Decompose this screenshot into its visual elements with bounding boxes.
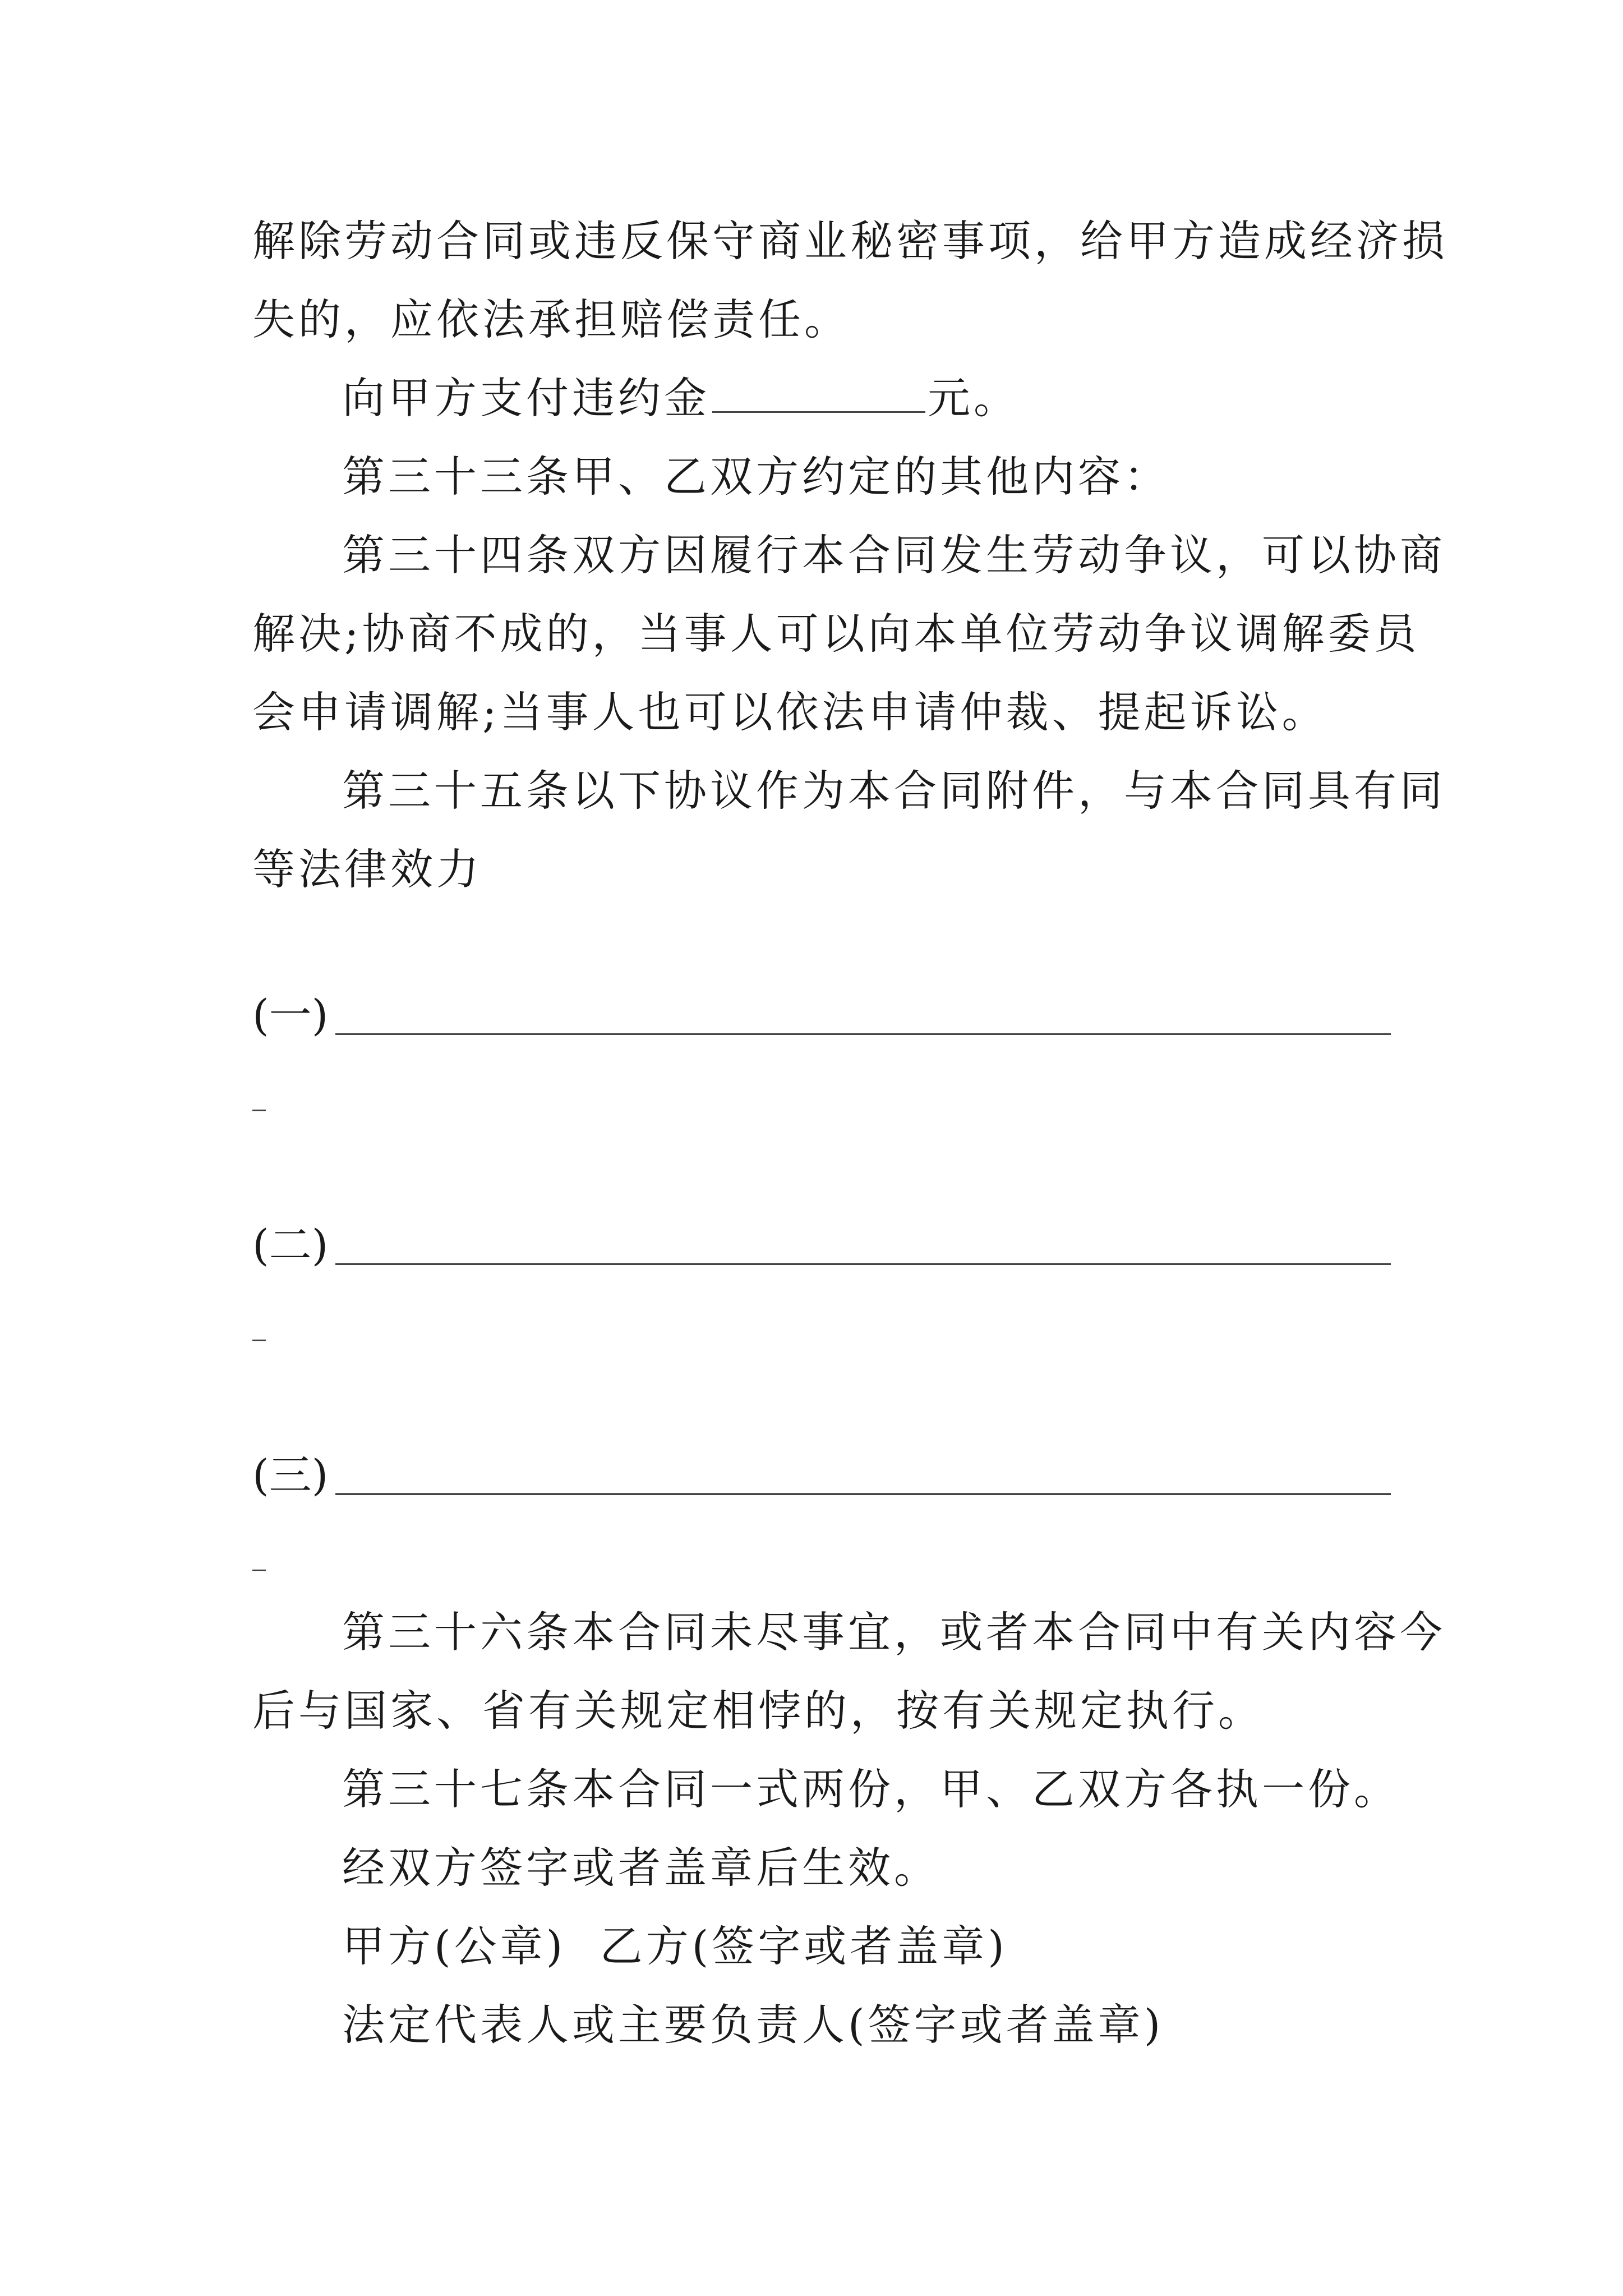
penalty-text-after: 元。 <box>928 373 1020 423</box>
article-37: 第三十七条本合同一式两份，甲、乙双方各执一份。 <box>342 1764 1400 1814</box>
article-36-line: 后与国家、省有关规定相悖的，按有关规定执行。 <box>252 1686 1264 1736</box>
article-35-line: 等法律效力 <box>252 844 482 894</box>
attachment-rule-tail-2 <box>252 1340 266 1341</box>
article-34-line: 会申请调解;当事人也可以依法申请仲裁、提起诉讼。 <box>252 687 1328 737</box>
attachment-rule-3 <box>335 1493 1391 1495</box>
signature-parties: 甲方(公章) 乙方(签字或者盖章) <box>342 1921 1008 1971</box>
article-33: 第三十三条甲、乙双方约定的其他内容： <box>342 452 1170 501</box>
penalty-amount-blank <box>712 372 925 413</box>
article-36-line: 第三十六条本合同未尽事宜，或者本合同中有关内容今 <box>342 1607 1446 1657</box>
penalty-clause <box>342 370 1391 426</box>
attachment-rule-tail-1 <box>252 1110 266 1111</box>
attachment-label-1: (一) <box>252 990 329 1040</box>
attachment-rule-1 <box>335 1033 1391 1035</box>
article-34-line: 第三十四条双方因履行本合同发生劳动争议，可以协商 <box>342 530 1446 580</box>
text-line: 解除劳动合同或违反保守商业秘密事项，给甲方造成经济损 <box>252 216 1448 266</box>
attachment-label-3: (三) <box>252 1450 329 1500</box>
attachment-rule-2 <box>335 1263 1391 1265</box>
attachment-label-2: (二) <box>252 1220 329 1270</box>
article-35-line: 第三十五条以下协议作为本合同附件，与本合同具有同 <box>342 766 1446 816</box>
effective-clause: 经双方签字或者盖章后生效。 <box>342 1843 940 1893</box>
text-line: 失的，应依法承担赔偿责任。 <box>252 295 850 344</box>
legal-representative-signature: 法定代表人或主要负责人(签字或者盖章) <box>342 2000 1164 2050</box>
penalty-text-before: 向甲方支付违约金 <box>342 373 710 423</box>
article-34-line: 解决;协商不成的，当事人可以向本单位劳动争议调解委员 <box>252 609 1420 659</box>
attachment-rule-tail-3 <box>252 1570 266 1571</box>
